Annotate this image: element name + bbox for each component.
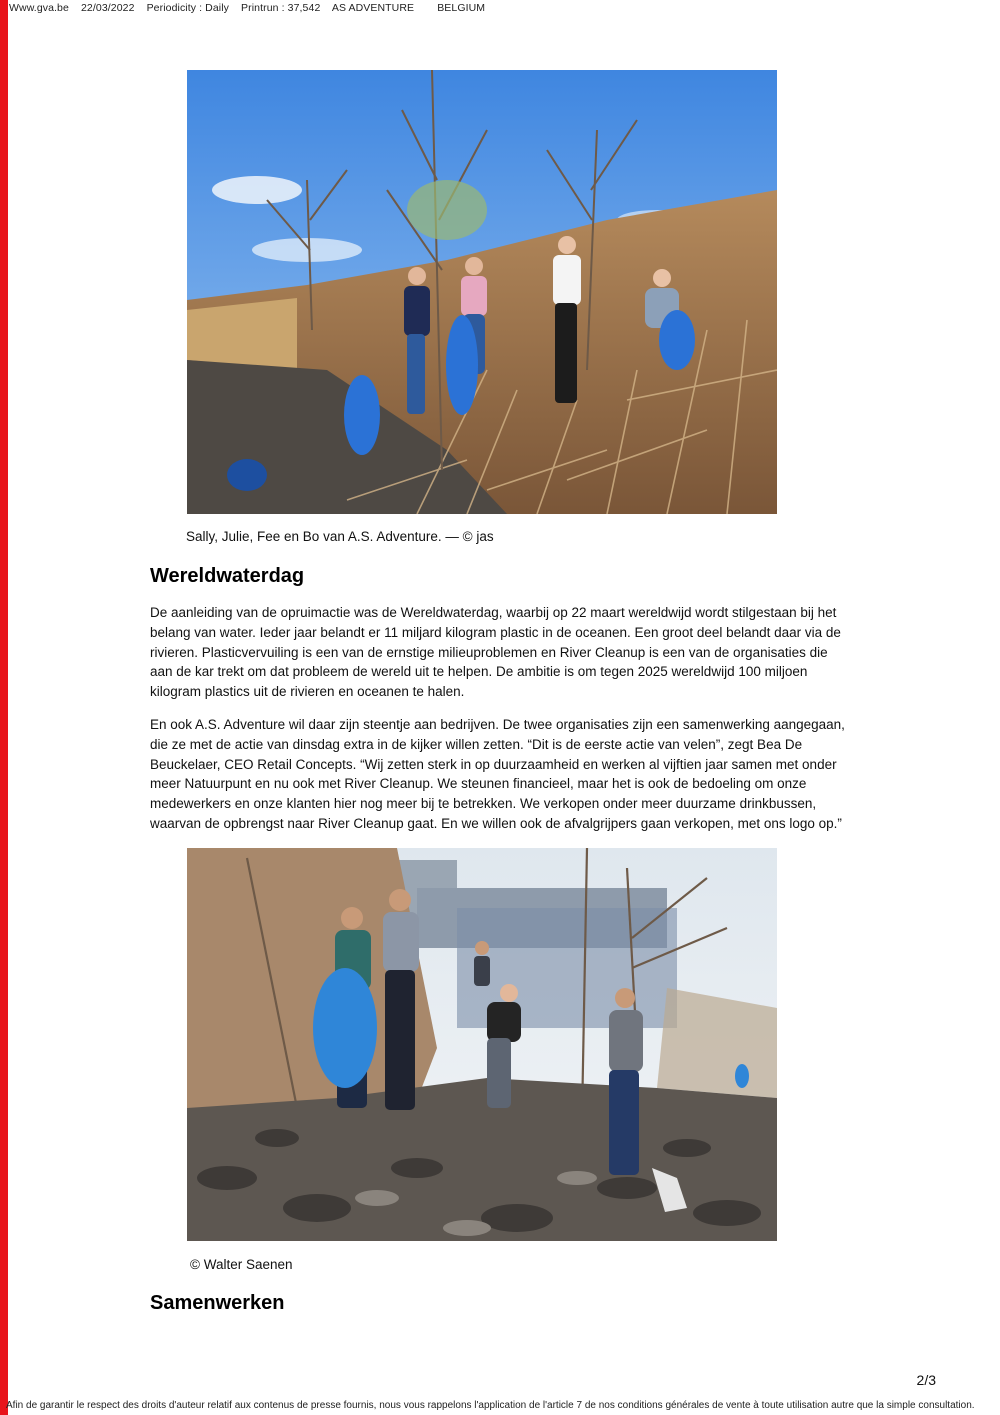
article-photo-volunteers-reeds xyxy=(187,70,777,514)
left-red-margin-bar xyxy=(0,0,8,1415)
photo1-caption: Sally, Julie, Fee en Bo van A.S. Adventure. — © jas xyxy=(186,529,494,544)
article-paragraph-1: De aanleiding van de opruimactie was de Wereldwaterdag, waarbij op 22 maart wereldwijd wordt stilgestaan bij het belang van water. Ieder jaar belandt er 11 miljard kilogram plastic in de oceanen. Een groot deel belandt daar via de rivieren. Plasticvervuiling is een van de ernstige milieuproblemen en River Cleanup is een van de organisaties die aan de kar trekt om dat probleem de wereld uit te helpen. De ambitie is om tegen 2025 wereldwijd 100 miljoen kilogram plastics uit de rivieren en oceanen te halen. xyxy=(150,605,841,700)
press-clipping-header xyxy=(9,2,494,14)
page-number: 2/3 xyxy=(916,1372,936,1388)
header-periodicity: Periodicity : Daily xyxy=(146,2,230,14)
article-photo-volunteers-rocks xyxy=(187,848,777,1241)
header-client: AS ADVENTURE xyxy=(331,2,415,14)
photo2-caption: © Walter Saenen xyxy=(190,1257,293,1272)
copyright-footer: Afin de garantir le respect des droits d'auteur relatif aux contenus de presse fournis, nous vous rappelons l'application de l'article 7 de nos conditions générales de vente à toute utilisation autre que la simple consultation. xyxy=(6,1400,975,1411)
article-paragraph-2: En ook A.S. Adventure wil daar zijn steentje aan bedrijven. De twee organisaties zijn een samenwerking aangegaan, die ze met de actie van dinsdag extra in de kijker willen zetten. “Dit is de eerste actie van velen”, zegt Bea De Beuckelaer, CEO Retail Concepts. “Wij zetten sterk in op duurzaamheid en werken al vijftien jaar samen met onder meer Natuurpunt en nu ook met River Cleanup. We steunen financieel, maar het is ook de bedoeling om onze medewerkers en onze klanten hier nog meer bij te betrekken. We verkopen onder meer duurzame drinkbussen, waarvan de opbrengst naar River Cleanup gaat. En we willen ook de afvalgrijpers gaan verkopen, met ons logo op.” xyxy=(150,717,845,831)
header-site: Www.gva.be xyxy=(9,2,69,14)
section-heading-wereldwaterdag: Wereldwaterdag xyxy=(150,565,305,587)
header-date: 22/03/2022 xyxy=(80,2,135,14)
header-country: BELGIUM xyxy=(437,2,486,14)
section-heading-samenwerken: Samenwerken xyxy=(150,1292,285,1314)
header-printrun: Printrun : 37,542 xyxy=(241,2,321,14)
